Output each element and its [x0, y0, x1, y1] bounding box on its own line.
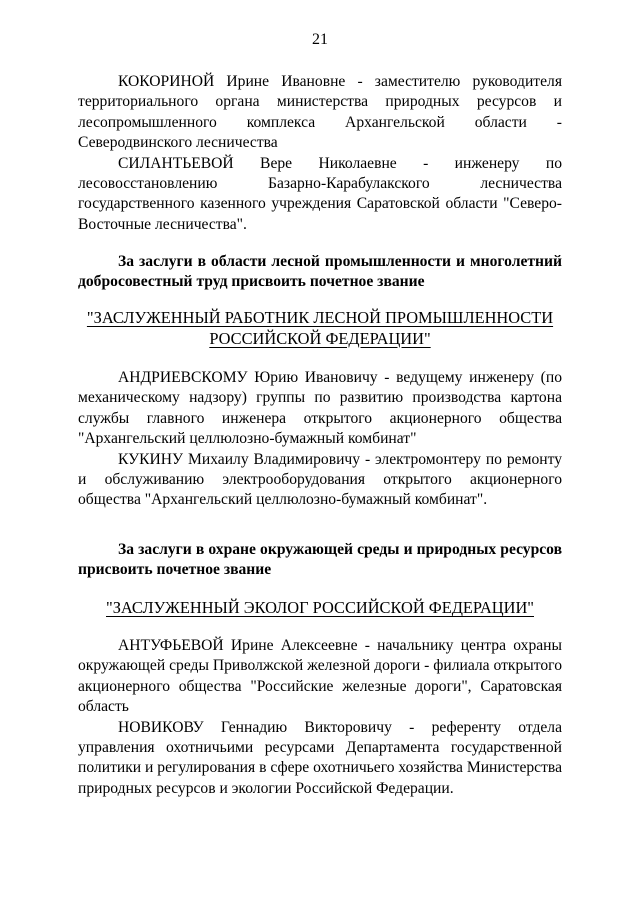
award-heading-ecology-text: За заслуги в охране окружающей среды и природных ресурсов присвоить почетное звание [78, 541, 562, 579]
award-list-block-2 [78, 368, 562, 511]
award-paragraph-antufyeva: АНТУФЬЕВОЙ Ирине Алексеевне - начальнику центра охраны окружающей среды Приволжской железной дороги - филиала открытого акционерного общества "Российские железные дороги", Саратовская область [78, 637, 562, 716]
page-number: 21 [312, 31, 328, 48]
award-list-block-1 [78, 72, 562, 235]
award-paragraph-andrievsky: АНДРИЕВСКОМУ Юрию Ивановичу - ведущему инженеру (по механическому надзору) группы по развитию производства картона службы главного инженера открытого акционерного общества "Архангельский целлюлозно-бумажный комбинат" [78, 369, 562, 448]
award-paragraph-silantyeva: СИЛАНТЬЕВОЙ Вере Николаевне - инженеру по лесовосстановлению Базарно-Карабулакского лесничества государственного казенного учреждения Саратовской области "Северо-Восточные лесничества". [78, 154, 562, 233]
award-paragraph-kukin: КУКИНУ Михаилу Владимировичу - электромонтеру по ремонту и обслуживанию электрооборудования открытого акционерного общества "Архангельский целлюлозно-бумажный комбинат". [78, 450, 562, 509]
award-paragraph-novikov: НОВИКОВУ Геннадию Викторовичу - референту отдела управления охотничьими ресурсами Департамента государственной политики и регулирования в сфере охотничьего хозяйства Министерства природных ресурсов и экологии Российской Федерации. [78, 718, 562, 797]
award-heading-forestry [78, 252, 562, 293]
honorary-title-ecology [78, 598, 562, 619]
honorary-title-forestry [78, 308, 562, 349]
award-heading-forestry-text: За заслуги в области лесной промышленности и многолетний добросовестный труд присвоить почетное звание [78, 253, 562, 291]
honorary-title-forestry-line2: РОССИЙСКОЙ ФЕДЕРАЦИИ" [209, 328, 431, 348]
award-list-block-3 [78, 636, 562, 799]
honorary-title-ecology-line: "ЗАСЛУЖЕННЫЙ ЭКОЛОГ РОССИЙСКОЙ ФЕДЕРАЦИИ" [106, 598, 534, 617]
award-paragraph-kokorina: КОКОРИНОЙ Ирине Ивановне - заместителю руководителя территориального органа министерства природных ресурсов и лесопромышленного комплекса Архангельской области - Северодвинского лесничества [78, 73, 562, 152]
award-heading-ecology [78, 540, 562, 581]
honorary-title-forestry-line1: "ЗАСЛУЖЕННЫЙ РАБОТНИК ЛЕСНОЙ ПРОМЫШЛЕННОСТИ [86, 308, 554, 327]
